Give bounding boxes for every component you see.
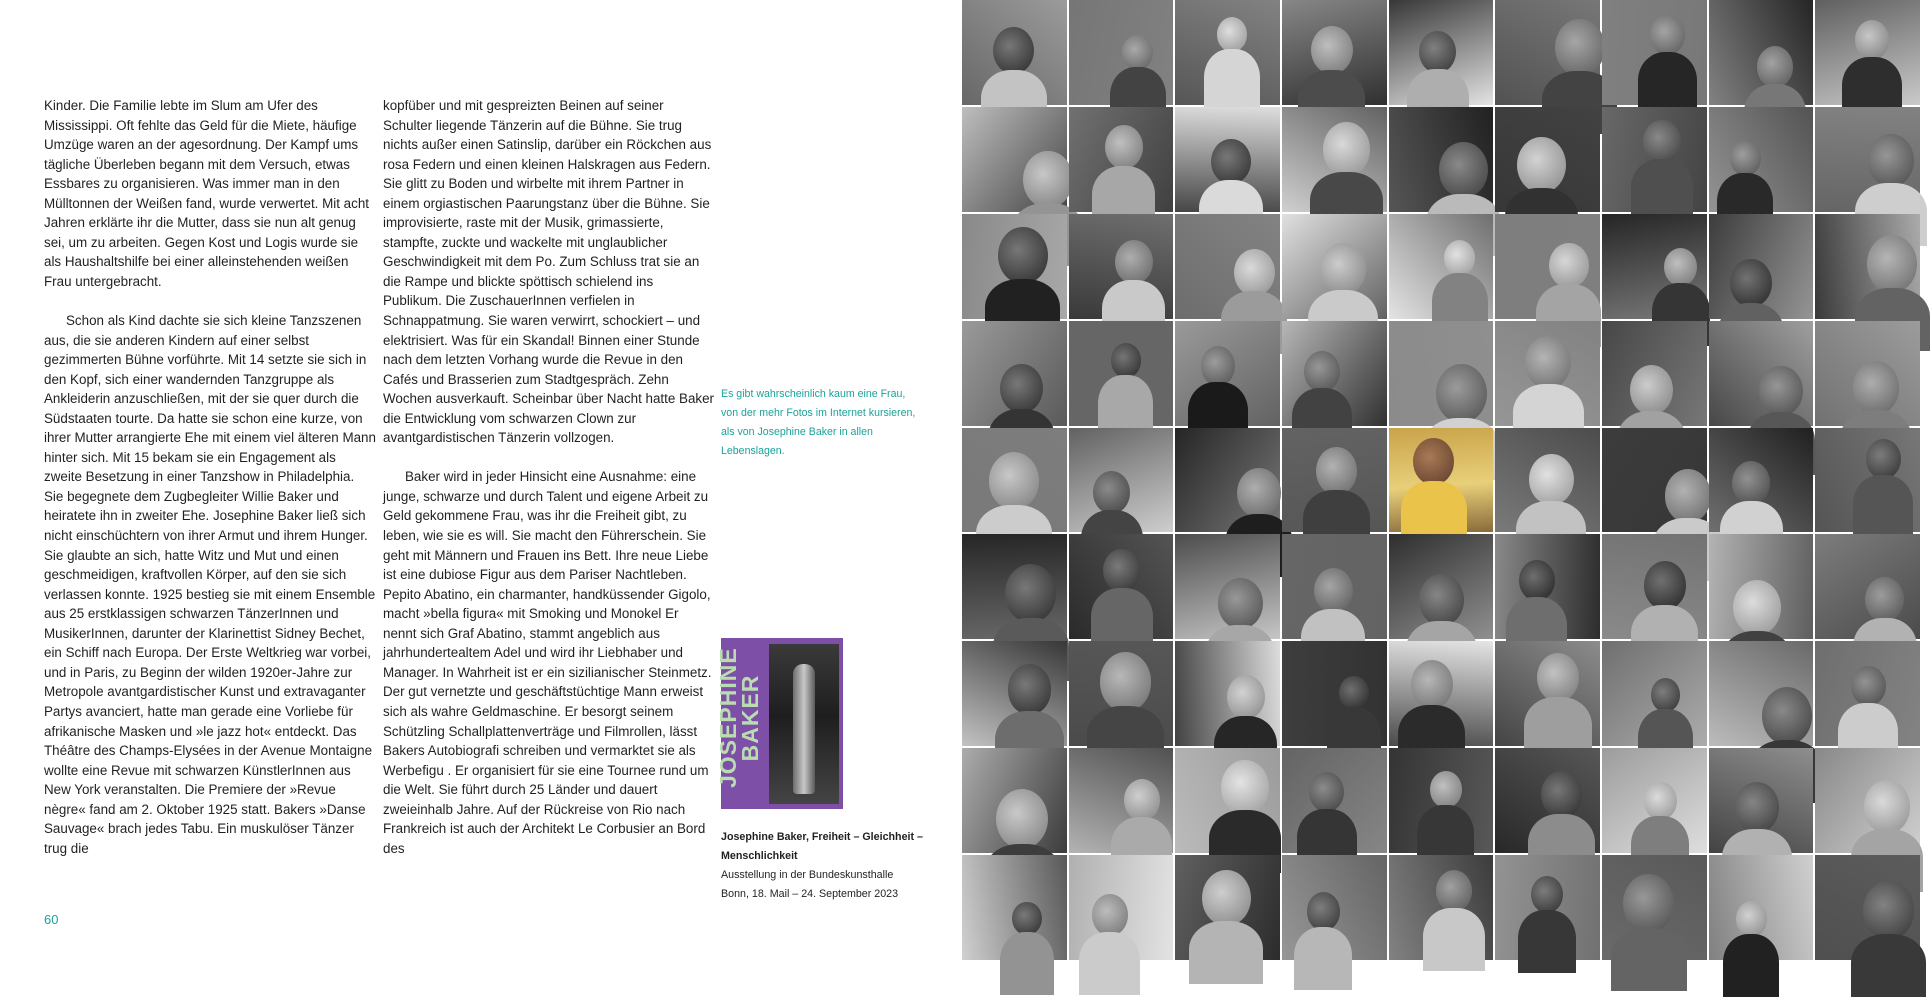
portrait-face — [1092, 894, 1128, 935]
portrait-face — [993, 27, 1034, 74]
portrait-face — [1525, 336, 1571, 389]
portrait-face — [1211, 139, 1250, 184]
portrait-face — [1531, 876, 1563, 913]
photo-tile — [1389, 107, 1494, 212]
photo-tile — [1069, 321, 1174, 426]
portrait-face — [1411, 660, 1453, 709]
portrait-face — [1866, 439, 1901, 479]
portrait-face — [1853, 361, 1899, 414]
portrait-face — [1316, 447, 1357, 495]
sidenote: Es gibt wahrscheinlich kaum eine Frau, von der mehr Fotos im Internet kursieren, als von Josephine Baker in allen Lebenslagen. — [721, 388, 916, 457]
portrait-face — [1644, 782, 1677, 820]
portrait-face — [1665, 469, 1712, 523]
portrait-face — [1093, 471, 1130, 514]
photo-tile — [962, 534, 1067, 639]
photo-tile — [1602, 321, 1707, 426]
photo-tile — [1175, 0, 1280, 105]
photo-tile — [1495, 534, 1600, 639]
photo-tile — [962, 321, 1067, 426]
photo-tile — [1495, 321, 1600, 426]
photo-tile — [1602, 0, 1707, 105]
text-column-2 — [383, 96, 715, 858]
portrait-face — [1757, 46, 1794, 88]
photo-tile — [962, 855, 1067, 960]
photo-tile — [1602, 107, 1707, 212]
poster-title: JOSEPHINE BAKER — [715, 647, 763, 788]
portrait-face — [1311, 26, 1353, 74]
portrait-face — [1736, 901, 1767, 937]
dancer-figure — [793, 664, 815, 794]
portrait-body — [1851, 934, 1927, 997]
portrait-face — [1307, 892, 1340, 930]
photo-tile — [1815, 428, 1920, 533]
portrait-face — [1008, 664, 1052, 715]
portrait-face — [1201, 346, 1235, 386]
portrait-face — [1664, 248, 1697, 286]
paragraph: Baker wird in jeder Hinsicht eine Ausnahme: eine junge, schwarze und durch Talent und eigene Arbeit zu Geld gekommene Frau, was ihr die Freiheit gibt, zu leben, wie sie es will. Sie macht den Führerschein. Sie geht mit Männern und Frauen ins Bett. Ihre neue Liebe ist eine dubiose Figur aus dem Pariser Nachtleben. Pepito Abatino, ein charmanter, handküssender Gigolo, macht »bella figura« mit Smoking und Monokel Er nennt sich Graf Abatino, stammt angeblich aus jahrhundertealtem Adel und wird ihr Liebhaber und Manager. In Wahrheit ist er ein sizilianischer Steinmetz. Der gut vernetzte und geschäftstüchtige Mann erweist sich als wahre Geldmaschine. Er besorgt seinem Schützling Schallplattenverträge und Filmrollen, lässt Bakers Autobiografi schreiben und vermarktet sie als Werbefigu . Er organisiert für sie eine Tournee rund um die Welt. Sie führt durch 25 Länder und dauert zweieinhalb Jahre. Auf der Rückreise von Rio nach Frankreich ist auch der Architekt Le Corbusier an Bord des — [383, 469, 712, 856]
portrait-face — [1323, 122, 1371, 177]
left-page — [0, 0, 962, 960]
photo-tile — [1709, 0, 1814, 105]
photo-tile — [1175, 214, 1280, 319]
portrait-body — [1079, 932, 1140, 995]
caption-line: Ausstellung in der Bundeskunsthalle — [721, 869, 894, 881]
photo-tile — [1602, 214, 1707, 319]
photo-tile — [1175, 534, 1280, 639]
portrait-body — [1294, 927, 1352, 990]
portrait-face — [1762, 687, 1812, 744]
portrait-face — [1865, 577, 1904, 622]
portrait-face — [996, 789, 1048, 849]
photo-tile — [1282, 0, 1387, 105]
text-column-1 — [44, 96, 376, 858]
portrait-face — [1227, 675, 1265, 719]
portrait-face — [1217, 17, 1247, 52]
photo-tile — [962, 428, 1067, 533]
portrait-face — [1644, 561, 1686, 609]
photo-tile — [1282, 107, 1387, 212]
photo-grid — [962, 0, 1920, 960]
photo-tile — [1815, 0, 1920, 105]
portrait-face — [1320, 243, 1365, 295]
photo-tile — [1602, 428, 1707, 533]
portrait-body — [1189, 921, 1263, 984]
photo-tile — [962, 214, 1067, 319]
photo-tile — [1495, 214, 1600, 319]
photo-tile — [1069, 534, 1174, 639]
exhibition-poster — [715, 638, 843, 809]
portrait-face — [1555, 19, 1605, 76]
photo-tile — [1389, 214, 1494, 319]
portrait-face — [1733, 580, 1781, 635]
photo-tile — [1709, 428, 1814, 533]
portrait-face — [1436, 870, 1472, 912]
portrait-face — [1430, 771, 1462, 808]
portrait-face — [1630, 365, 1674, 415]
photo-tile — [1709, 855, 1814, 960]
photo-tile — [1815, 748, 1920, 853]
portrait-face — [1851, 666, 1886, 706]
portrait-face — [1419, 31, 1456, 74]
portrait-face — [1855, 20, 1890, 60]
portrait-face — [1517, 137, 1565, 193]
portrait-face — [1439, 142, 1488, 199]
photo-tile — [1709, 107, 1814, 212]
portrait-face — [1730, 140, 1761, 176]
portrait-face — [1537, 653, 1579, 702]
caption-title: Josephine Baker, Freiheit – Gleichheit – Menschlichkeit — [721, 831, 923, 862]
portrait-face — [1643, 120, 1680, 163]
photo-tile — [1389, 321, 1494, 426]
portrait-face — [1304, 351, 1340, 392]
photo-tile — [1282, 748, 1387, 853]
photo-tile — [962, 0, 1067, 105]
portrait-face — [1005, 564, 1056, 623]
photo-tile — [1282, 641, 1387, 746]
portrait-face — [1218, 578, 1263, 630]
poster-photo — [769, 644, 839, 804]
paragraph: kopfüber und mit gespreizten Beinen auf seiner Schulter liegende Tänzerin auf die Bühne. Sie trug nichts außer einen Satinslip, darüber ein Röckchen aus rosa Federn und einen kleinen Halskragen aus Federn. Sie glitt zu Boden und wirbelte mit ihrem Partner in einem orgiastischen Paarungstanz über die Bühne. Sie improvisierte, raste mit der Musik, grimassierte, stampfte, zuckte und wackelte mit unglaublicher Geschwindigkeit mit dem Po. Zum Schluss trat sie an die Rampe und blickte spöttisch schielend ins Publikum. Die ZuschauerInnen verfielen in Schnappatmung. Sie waren verwirrt, schockiert – und elektrisiert. Was für ein Skandal! Binnen einer Stunde nach dem letzten Vorhang wurde die Revue in den Cafés und Brasserien zum Stadtgespräch. Zehn Wochen ausverkauft. Scheinbar über Nacht hatte Baker die Entwicklung vom schwarzen Clown zur avantgardistischen Tänzerin vollzogen. — [383, 98, 714, 446]
portrait-face — [1759, 366, 1802, 416]
portrait-body — [1853, 475, 1913, 538]
portrait-face — [1519, 560, 1555, 601]
portrait-face — [1234, 249, 1275, 296]
portrait-face — [1221, 760, 1268, 815]
portrait-face — [1023, 151, 1072, 208]
photo-tile — [1069, 748, 1174, 853]
portrait-body — [1000, 932, 1055, 995]
portrait-face — [1202, 870, 1251, 926]
caption-line: Bonn, 18. Mail – 24. September 2023 — [721, 888, 899, 900]
portrait-face — [1124, 779, 1160, 821]
photo-tile — [1495, 855, 1600, 960]
photo-tile — [1175, 428, 1280, 533]
portrait-face — [1111, 343, 1141, 378]
photo-tile — [1815, 641, 1920, 746]
portrait-face — [998, 227, 1048, 284]
photo-tile — [1175, 107, 1280, 212]
portrait-face — [1000, 364, 1042, 413]
portrait-body — [1611, 928, 1687, 991]
portrait-body — [1423, 908, 1485, 971]
portrait-face — [1623, 874, 1674, 933]
photo-tile — [1389, 748, 1494, 853]
photo-tile — [1815, 534, 1920, 639]
photo-tile — [1069, 428, 1174, 533]
photo-tile — [1069, 214, 1174, 319]
photo-tile — [1602, 534, 1707, 639]
portrait-face — [1529, 454, 1574, 506]
portrait-face — [1339, 676, 1368, 710]
photo-tile — [1495, 107, 1600, 212]
photo-tile — [1709, 748, 1814, 853]
portrait-face — [1309, 772, 1344, 812]
portrait-body — [1204, 49, 1260, 112]
photo-tile — [962, 107, 1067, 212]
portrait-body — [1638, 52, 1698, 115]
photo-tile — [1815, 107, 1920, 212]
portrait-face — [1419, 574, 1464, 626]
poster-caption — [721, 828, 951, 904]
photo-tile — [1069, 641, 1174, 746]
photo-tile — [1069, 0, 1174, 105]
portrait-face — [1650, 15, 1684, 55]
photo-tile — [1495, 641, 1600, 746]
portrait-body — [1518, 910, 1575, 973]
photo-tile — [1282, 321, 1387, 426]
photo-tile — [1175, 748, 1280, 853]
paragraph: Kinder. Die Familie lebte im Slum am Ufer des Mississippi. Oft fehlte das Geld für die Miete, häufige Umzüge waren an der agesordnung. Der Kampf ums tägliche Überleben begann mit dem Versuch, etwas Essbares zu organisieren. Was immer man in den Mülltonnen der Weißen fand, wurde verwertet. Mit acht Jahren erklärte ihr die Mutter, dass sie nun alt genug sei, um zu arbeiten. Gegen Kost und Logis wurde sie als Haushaltshilfe bei einer alleinstehenden weißen Frau untergebracht. — [44, 98, 369, 289]
photo-tile — [1175, 321, 1280, 426]
photo-tile — [1389, 428, 1494, 533]
photo-tile — [1389, 0, 1494, 105]
photo-tile — [1815, 214, 1920, 319]
portrait-face — [1730, 259, 1771, 306]
photo-tile — [1709, 641, 1814, 746]
photo-tile — [1815, 855, 1920, 960]
portrait-face — [1122, 35, 1153, 71]
portrait-face — [1735, 782, 1779, 833]
portrait-face — [1863, 881, 1914, 939]
portrait-face — [1436, 364, 1487, 423]
photo-tile — [1389, 641, 1494, 746]
portrait-face — [1444, 240, 1475, 276]
photo-tile — [1495, 748, 1600, 853]
photo-tile — [1495, 428, 1600, 533]
portrait-face — [1868, 134, 1914, 187]
portrait-face — [1100, 652, 1152, 712]
portrait-face — [989, 452, 1040, 510]
photo-tile — [962, 748, 1067, 853]
portrait-face — [1012, 902, 1041, 936]
portrait-face — [1867, 235, 1917, 293]
portrait-body — [1723, 934, 1779, 997]
paragraph: Schon als Kind dachte sie sich kleine Tanzszenen aus, die sie anderen Kindern auf einer selbst gezimmerten Bühne vorführte. Mit 14 setzte sie sich in den Kopf, sich einer wandernden Tanzgruppe als Ankleiderin anzuschließen, mit der sie quer durch die Südstaaten tourte. Da hatte sie schon eine kurze, von ihrer Mutter arrangierte Ehe mit einem viel älteren Mann hinter sich. Mit 15 bekam sie ein Engagement als zweite Besetzung in einer Tanzshow in Philadelphia. Sie begegnete dem Zugbegleiter Willie Baker und heiratete ihn in zweiter Ehe. Josephine Baker ließ sich nicht einschüchtern von ihrer Armut und ihrem Hunger. Sie glaubte an sich, hatte Witz und Mut und einen geschmeidigen, kraftvollen Körper, auf den sie sich verlassen konnte. 1925 bestieg sie mit einem Ensemble aus 25 erstklassigen schwarzen TänzerInnen und MusikerInnen, darunter der Klarinettist Sidney Bechet, ein Schiff nach Europa. Der Erste Weltkrieg war vorbei, und in Paris, zu Beginn der wilden 1920er-Jahre zur Metropole avantgardistischer Kunst und extravaganter Partys avanciert, hatte man gerade eine Vorliebe für afrikanische Masken und »le jazz hot« entdeckt. Das Théâtre des Champs-Elysées in der Avenue Montaigne wollte eine Revue mit schwarzen KünstlerInnen aus New York veranstalten. Die Premiere der »Revue nègre« fand am 2. Oktober 1925 statt. Bakers »Danse Sauvage« brach jedes Tabu. Ein muskulöser Tänzer trug die — [44, 313, 376, 856]
portrait-face — [1237, 468, 1280, 518]
photo-tile — [1709, 321, 1814, 426]
portrait-face — [1732, 461, 1770, 505]
portrait-face — [1864, 780, 1911, 834]
portrait-face — [1115, 240, 1153, 284]
portrait-face — [1541, 771, 1582, 818]
portrait-face — [1103, 549, 1140, 591]
portrait-face — [1105, 125, 1143, 169]
photo-tile — [1175, 855, 1280, 960]
photo-tile — [1709, 214, 1814, 319]
photo-tile — [1069, 855, 1174, 960]
photo-tile — [1602, 748, 1707, 853]
portrait-face — [1549, 243, 1589, 289]
photo-tile — [1389, 534, 1494, 639]
photo-tile — [1709, 534, 1814, 639]
photo-tile — [1069, 107, 1174, 212]
photo-tile — [1815, 321, 1920, 426]
photo-tile — [1495, 0, 1600, 105]
portrait-face — [1651, 678, 1681, 712]
page-number: 60 — [44, 912, 59, 927]
portrait-body — [1631, 159, 1694, 222]
photo-tile — [962, 641, 1067, 746]
portrait-face — [1314, 568, 1353, 613]
photo-tile — [1602, 855, 1707, 960]
photo-tile — [1389, 855, 1494, 960]
photo-tile — [1282, 428, 1387, 533]
portrait-face — [1413, 438, 1454, 485]
photo-tile — [1282, 534, 1387, 639]
photo-tile — [1282, 855, 1387, 960]
photo-tile — [1175, 641, 1280, 746]
photo-tile — [1282, 214, 1387, 319]
photo-tile — [1602, 641, 1707, 746]
